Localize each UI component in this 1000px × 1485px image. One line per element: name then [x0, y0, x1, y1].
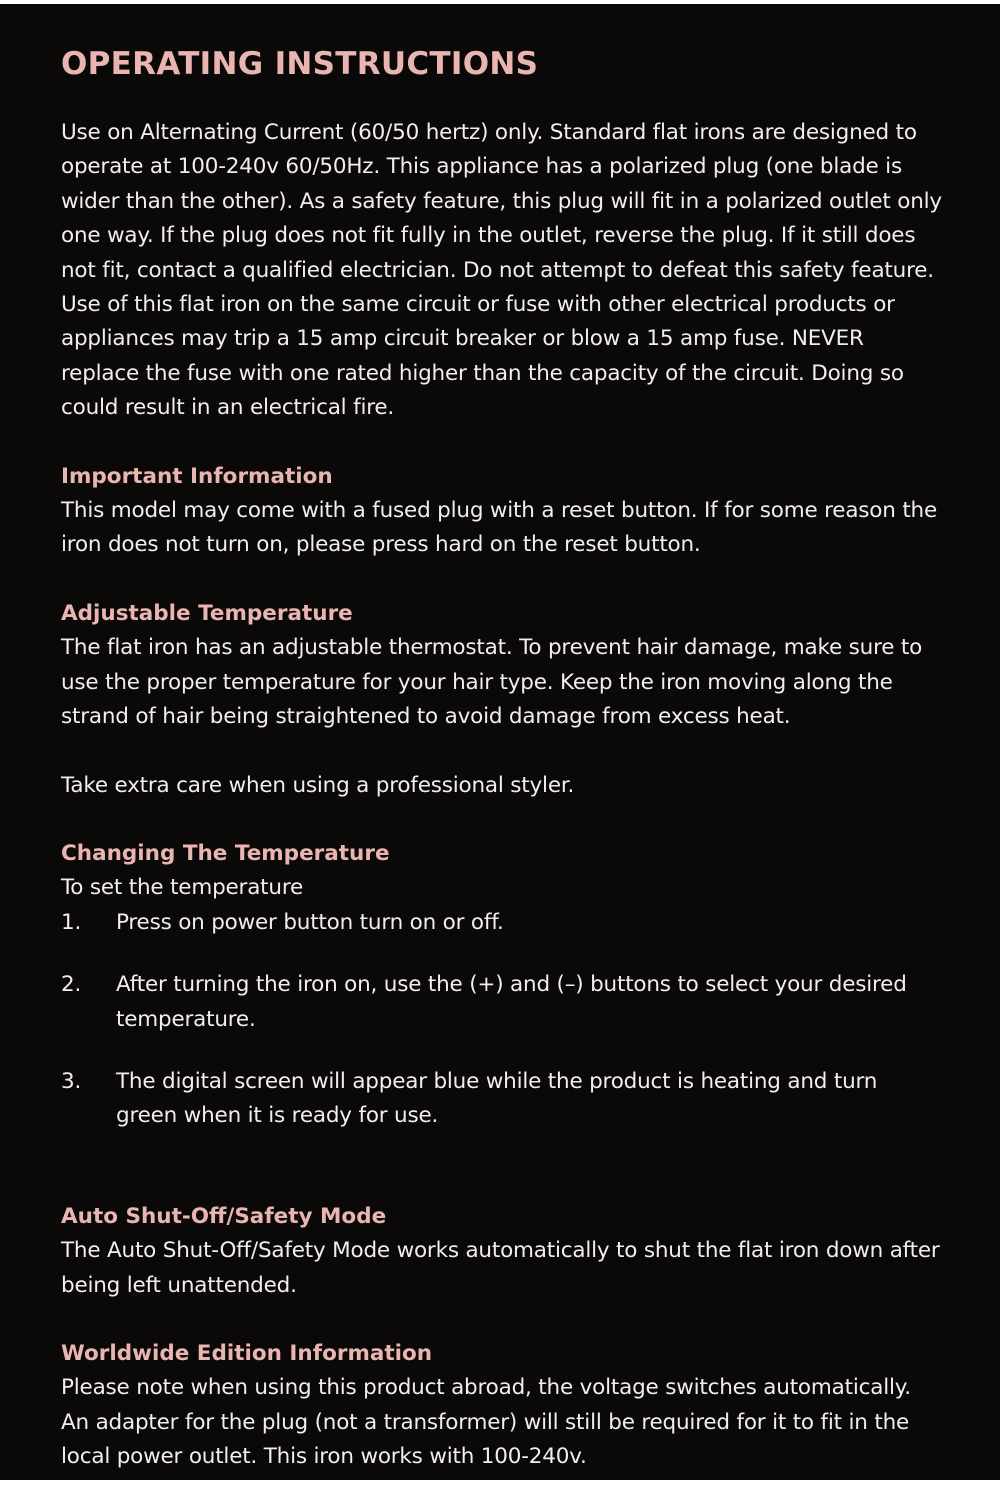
auto-shutoff-text: The Auto Shut-Off/Safety Mode works automatically to shut the flat iron down after being left unattended.	[61, 1238, 940, 1298]
temperature-steps-list	[61, 906, 944, 1134]
step-text: After turning the iron on, use the (+) and (–) buttons to select your desired temperature.	[116, 972, 907, 1032]
changing-temperature-section	[61, 837, 944, 1134]
auto-shutoff-section	[61, 1200, 944, 1303]
step-number: 1.	[61, 909, 82, 935]
list-item	[61, 906, 944, 940]
worldwide-edition-heading: Worldwide Edition Information	[61, 1340, 433, 1366]
changing-temperature-heading: Changing The Temperature	[61, 840, 390, 866]
list-item	[61, 968, 944, 1037]
intro-paragraph: Use on Alternating Current (60/50 hertz) only. Standard flat irons are designed to operate at 100-240v 60/50Hz. This appliance has a polarized plug (one blade is wider than the other). As a safety feature, this plug will fit in a polarized outlet only one way. If the plug does not fit fully in the outlet, reverse the plug. If it still does not fit, contact a qualified electrician. Do not attempt to defeat this safety feature. Use of this flat iron on the same circuit or fuse with other electrical products or appliances may trip a 15 amp circuit breaker or blow a 15 amp fuse. NEVER replace the fuse with one rated higher than the capacity of the circuit. Doing so could result in an electrical fire.	[61, 120, 942, 421]
auto-shutoff-heading: Auto Shut-Off/Safety Mode	[61, 1203, 387, 1229]
step-text: The digital screen will appear blue while the product is heating and turn green when it is ready for use.	[116, 1068, 878, 1129]
list-item	[61, 1065, 944, 1134]
instructions-panel	[0, 4, 1000, 1480]
important-information-section	[61, 460, 944, 563]
important-information-heading: Important Information	[61, 463, 333, 489]
changing-temperature-intro: To set the temperature	[61, 875, 304, 901]
adjustable-temperature-note: Take extra care when using a professional styler.	[61, 772, 575, 798]
step-text: Press on power button turn on or off.	[116, 909, 504, 935]
adjustable-temperature-heading: Adjustable Temperature	[61, 600, 353, 626]
step-number: 2.	[61, 972, 82, 998]
worldwide-edition-section	[61, 1337, 944, 1475]
worldwide-edition-text: Please note when using this product abroad, the voltage switches automatically. An adapter for the plug (not a transformer) will still be required for it to fit in the local power outlet. This iron works with 100-240v.	[61, 1375, 911, 1470]
adjustable-temperature-text: The flat iron has an adjustable thermostat. To prevent hair damage, make sure to use the proper temperature for your hair type. Keep the iron moving along the strand of hair being straightened to avoid damage from excess heat.	[61, 635, 923, 730]
page-title: OPERATING INSTRUCTIONS	[61, 46, 539, 82]
step-number: 3.	[61, 1068, 82, 1094]
important-information-text: This model may come with a fused plug with a reset button. If for some reason the iron does not turn on, please press hard on the reset button.	[61, 498, 937, 558]
adjustable-temperature-section	[61, 597, 944, 803]
